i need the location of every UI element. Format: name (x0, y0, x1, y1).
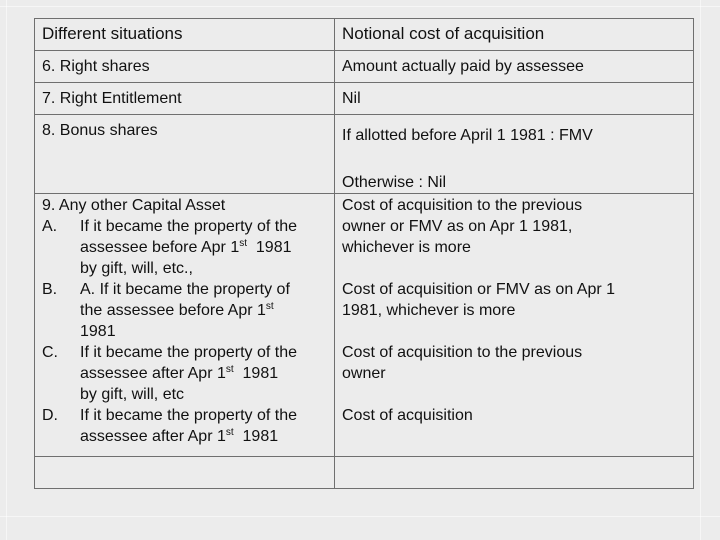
situation-cell: 7. Right Entitlement (35, 83, 335, 115)
background-line (6, 0, 7, 540)
background-line (0, 6, 720, 7)
sub-item-c: C. If it became the property of the assessee after Apr 1st 1981 by gift, will, etc (42, 344, 298, 403)
header-cell-cost: Notional cost of acquisition (335, 19, 694, 51)
cost-cell: Nil (335, 83, 694, 115)
table-row (35, 83, 694, 115)
situation-cell: 8. Bonus shares (35, 115, 335, 194)
header-cell-situations: Different situations (35, 19, 335, 51)
cost-cell (335, 194, 694, 457)
acquisition-cost-table (34, 18, 694, 489)
table-row (35, 194, 694, 457)
cost-cell: Amount actually paid by assessee (335, 51, 694, 83)
empty-cell (335, 457, 694, 489)
table-row (35, 115, 694, 194)
cost-block-c: Cost of acquisition to the previous owner (342, 344, 583, 382)
background-line (700, 0, 701, 540)
empty-row (35, 457, 694, 489)
cost-block-d: Cost of acquisition (342, 407, 473, 424)
row-title: 9. Any other Capital Asset (42, 197, 226, 214)
sub-item-a: A. If it became the property of the assessee before Apr 1st 1981 by gift, will, etc., (42, 218, 298, 277)
cost-block-b: Cost of acquisition or FMV as on Apr 1 1981, whichever is more (342, 281, 616, 319)
table-row (35, 51, 694, 83)
background-line (0, 516, 720, 517)
situation-cell (35, 194, 335, 457)
table-header-row (35, 19, 694, 51)
empty-cell (35, 457, 335, 489)
sub-item-b: B. A. If it became the property of the assessee before Apr 1st 1981 (42, 281, 290, 340)
cost-block-a: Cost of acquisition to the previous owner or FMV as on Apr 1 1981, whichever is more (342, 197, 583, 256)
situation-cell: 6. Right shares (35, 51, 335, 83)
sub-item-d: D. If it became the property of the assessee after Apr 1st 1981 (42, 407, 298, 445)
cost-cell: If allotted before April 1 1981 : FMV Otherwise : Nil (335, 115, 694, 194)
